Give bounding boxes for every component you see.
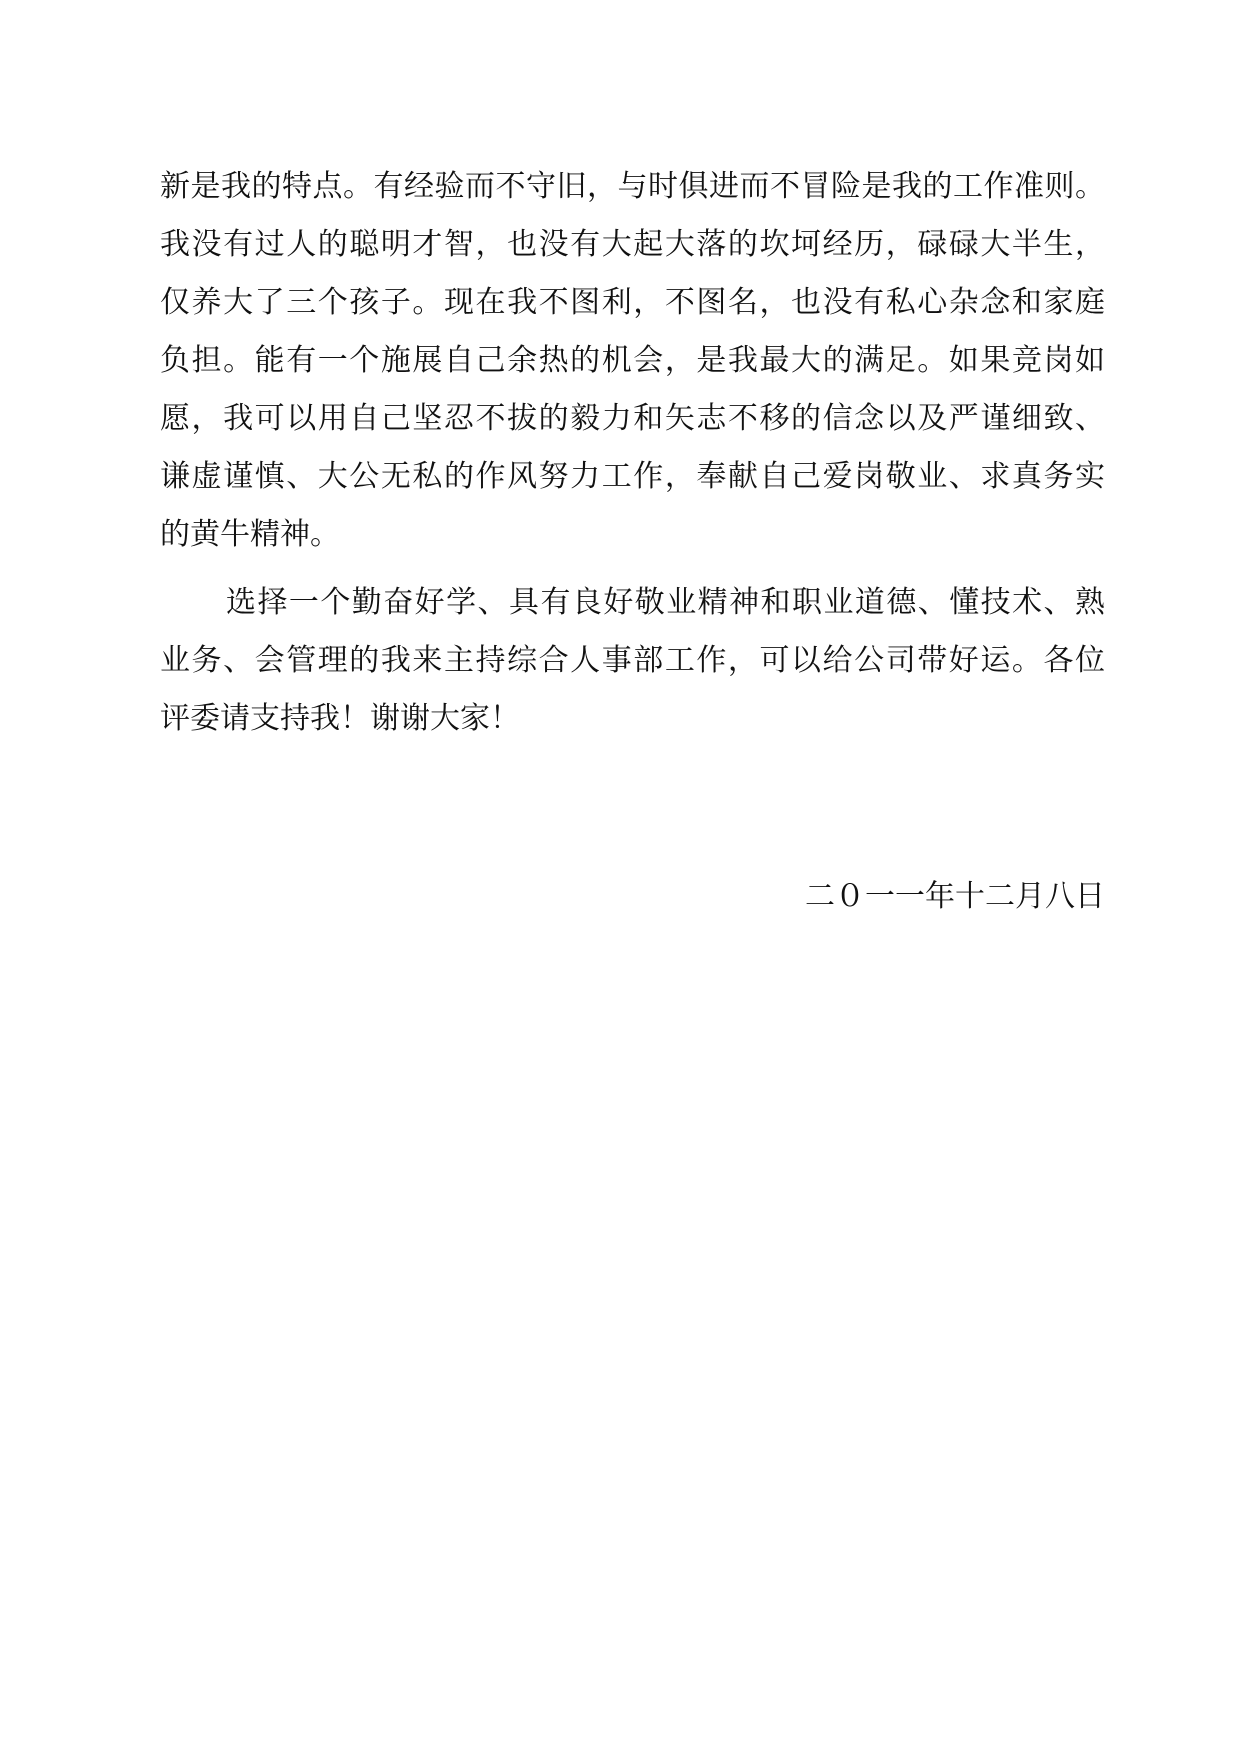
- text-line: 我没有过人的聪明才智，也没有大起大落的坎坷经历，碌碌大半生，: [160, 227, 1105, 262]
- text-line: 业务、会管理的我来主持综合人事部工作，可以给公司带好运。各位: [160, 643, 1105, 678]
- text-line: 仅养大了三个孩子。现在我不图利，不图名，也没有私心杂念和家庭: [160, 285, 1105, 320]
- paragraph-spacer: [160, 564, 1105, 574]
- text-line: 愿，我可以用自己坚忍不拔的毅力和矢志不移的信念以及严谨细致、: [160, 401, 1105, 436]
- text-line: 评委请支持我！谢谢大家！: [160, 701, 520, 736]
- text-line: 新是我的特点。有经验而不守旧，与时俱进而不冒险是我的工作准则。: [160, 169, 1105, 204]
- text-line: 的黄牛精神。: [160, 517, 340, 552]
- signature-date: 二０一一年十二月八日: [805, 879, 1105, 914]
- text-line: 谦虚谨慎、大公无私的作风努力工作，奉献自己爱岗敬业、求真务实: [160, 459, 1105, 494]
- paragraph-1: [160, 158, 1105, 564]
- text-line: 负担。能有一个施展自己余热的机会，是我最大的满足。如果竞岗如: [160, 343, 1105, 378]
- paragraph-2: [160, 574, 1105, 748]
- text-line: 选择一个勤奋好学、具有良好敬业精神和职业道德、懂技术、熟: [226, 585, 1105, 620]
- document-body: [160, 158, 1105, 748]
